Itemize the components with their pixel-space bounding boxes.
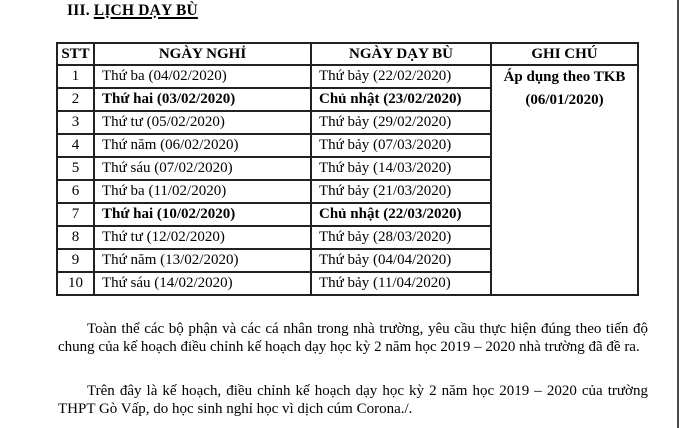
stt-cell: 9 [57,249,94,272]
note-line-2: (06/01/2020) [525,92,604,108]
column-header-ngay-day-bu: NGÀY DẠY BÙ [311,43,491,65]
stt-cell: 6 [57,180,94,203]
ngay-nghi-cell: Thứ năm (06/02/2020) [94,134,311,157]
ngay-day-bu-cell: Chủ nhật (22/03/2020) [311,203,491,226]
ngay-nghi-cell: Thứ ba (04/02/2020) [94,65,311,88]
ngay-nghi-cell: Thứ sáu (07/02/2020) [94,157,311,180]
ngay-nghi-cell: Thứ tư (12/02/2020) [94,226,311,249]
ngay-day-bu-cell: Thứ bảy (28/03/2020) [311,226,491,249]
note-line-1: Áp dụng theo TKB [503,69,626,85]
ngay-day-bu-cell: Chủ nhật (23/02/2020) [311,88,491,111]
ngay-day-bu-cell: Thứ bảy (11/04/2020) [311,272,491,295]
paragraph-compliance-note: Toàn thể các bộ phận và các cá nhân trong nhà trường, yêu cầu thực hiện đúng theo tiến độ chung của kế hoạch điều chỉnh kế hoạch dạy học kỳ 2 năm học 2019 – 2020 nhà trường đã đề ra. [58,321,648,356]
stt-cell: 2 [57,88,94,111]
table-header-row [57,43,638,65]
ngay-day-bu-cell: Thứ bảy (22/02/2020) [311,65,491,88]
stt-cell: 1 [57,65,94,88]
ngay-day-bu-cell: Thứ bảy (21/03/2020) [311,180,491,203]
column-header-stt: STT [57,43,94,65]
note-cell [491,65,638,295]
stt-cell: 8 [57,226,94,249]
ngay-day-bu-cell: Thứ bảy (07/03/2020) [311,134,491,157]
page-title [67,2,198,20]
ngay-nghi-cell: Thứ sáu (14/02/2020) [94,272,311,295]
ngay-day-bu-cell: Thứ bảy (29/02/2020) [311,111,491,134]
page-edge-divider [677,0,679,428]
stt-cell: 3 [57,111,94,134]
ngay-nghi-cell: Thứ hai (03/02/2020) [94,88,311,111]
column-header-ghi-chu: GHI CHÚ [491,43,638,65]
makeup-teaching-schedule-table [56,42,639,296]
ngay-nghi-cell: Thứ hai (10/02/2020) [94,203,311,226]
table-row [57,65,638,88]
stt-cell: 10 [57,272,94,295]
stt-cell: 5 [57,157,94,180]
ngay-nghi-cell: Thứ ba (11/02/2020) [94,180,311,203]
column-header-ngay-nghi: NGÀY NGHỈ [94,43,311,65]
page-title-number: III. [67,2,90,19]
stt-cell: 4 [57,134,94,157]
ngay-nghi-cell: Thứ năm (13/02/2020) [94,249,311,272]
ngay-day-bu-cell: Thứ bảy (04/04/2020) [311,249,491,272]
stt-cell: 7 [57,203,94,226]
ngay-day-bu-cell: Thứ bảy (14/03/2020) [311,157,491,180]
page-title-text: LỊCH DẠY BÙ [93,2,198,19]
paragraph-closing-note: Trên đây là kế hoạch, điều chỉnh kế hoạch dạy học kỳ 2 năm học 2019 – 2020 của trường THPT Gò Vấp, do học sinh nghỉ học vì dịch cúm Corona./. [58,383,648,418]
ngay-nghi-cell: Thứ tư (05/02/2020) [94,111,311,134]
